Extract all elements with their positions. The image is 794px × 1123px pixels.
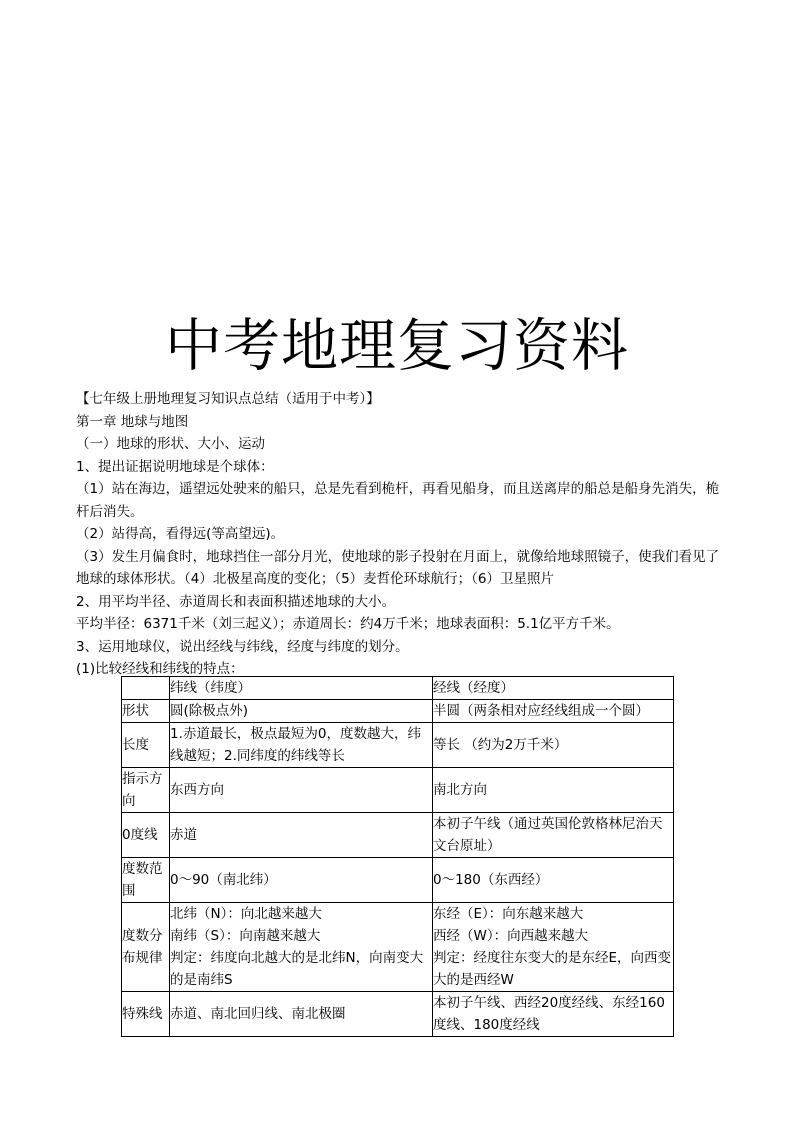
latitude-longitude-table <box>121 676 674 1037</box>
paragraph: 平均半径：6371千米（刘三起义）；赤道周长：约4万千米；地球表面积：5.1亿平方千米。 <box>76 616 620 632</box>
table-row-label: 长度 <box>122 723 170 768</box>
paragraph: 2、用平均半径、赤道周长和表面积描述地球的大小。 <box>76 593 396 610</box>
table-cell: 赤道、南北回归线、南北极圈 <box>170 992 433 1037</box>
table-cell: 北纬（N）：向北越来越大 南纬（S）：向南越来越大 判定：纬度向北越大的是北纬N，向南变大的是南纬S <box>170 903 433 992</box>
table-cell: 东西方向 <box>170 768 433 813</box>
table-header-cell: 纬线（纬度） <box>170 677 433 700</box>
table-row-label: 指示方向 <box>122 768 170 813</box>
table-cell: 0～180（东西经） <box>433 858 674 903</box>
paragraph: 3、运用地球仪，说出经线与纬线，经度与纬度的划分。 <box>76 638 409 655</box>
table-row-label: 形状 <box>122 700 170 723</box>
section-heading: 【七年级上册地理复习知识点总结（适用于中考）】 <box>76 391 380 407</box>
table-header-cell <box>122 677 170 700</box>
table-cell: 半圆（两条相对应经线组成一个圆） <box>433 700 674 723</box>
table-cell: 等长 （约为2万千米） <box>433 723 674 768</box>
table-row <box>122 723 674 768</box>
table-cell: 本初子午线、西经20度经线、东经160度线、180度经线 <box>433 992 674 1037</box>
table-header-cell: 经线（经度） <box>433 677 674 700</box>
paragraph: （1）站在海边，遥望远处驶来的船只，总是先看到桅杆，再看见船身，而且送离岸的船总是船身先消失，桅杆后消失。 <box>76 481 720 520</box>
table-row <box>122 903 674 992</box>
paragraph: 1、提出证据说明地球是个球体： <box>76 458 274 475</box>
table-cell: 南北方向 <box>433 768 674 813</box>
table-cell: 本初子午线（通过英国伦敦格林尼治天文台原址） <box>433 813 674 858</box>
table-row <box>122 768 674 813</box>
table-row-label: 度数分布规律 <box>122 903 170 992</box>
table-row <box>122 858 674 903</box>
table-cell: 东经（E）：向东越来越大 西经（W）：向西越来越大 判定：经度往东变大的是东经E，向西变大的是西经W <box>433 903 674 992</box>
table-row <box>122 700 674 723</box>
table-header-row <box>122 677 674 700</box>
table-row <box>122 813 674 858</box>
table-cell: 1.赤道最长，极点最短为0，度数越大，纬线越短；2.同纬度的纬线等长 <box>170 723 433 768</box>
paragraph: （3）发生月偏食时，地球挡住一部分月光，使地球的影子投射在月面上，就像给地球照镜子，使我们看见了地球的球体形状。（4）北极星高度的变化；（5）麦哲伦环球航行；（6）卫星照片 <box>76 548 720 587</box>
table-cell: 圆(除极点外) <box>170 700 433 723</box>
chapter-heading: 第一章 地球与地图 <box>76 413 189 430</box>
paragraph: （2）站得高，看得远(等高望远)。 <box>76 526 285 542</box>
paragraph: (1)比较经线和纬线的特点： <box>76 661 244 677</box>
table-row-label: 0度线 <box>122 813 170 858</box>
subsection-heading: （一）地球的形状、大小、运动 <box>76 436 265 452</box>
table-row-label: 特殊线 <box>122 992 170 1037</box>
table-cell: 赤道 <box>170 813 433 858</box>
table-cell: 0～90（南北纬） <box>170 858 433 903</box>
table-row <box>122 992 674 1037</box>
page-title: 中考地理复习资料 <box>165 313 629 379</box>
body-text <box>76 388 726 681</box>
table-row-label: 度数范围 <box>122 858 170 903</box>
